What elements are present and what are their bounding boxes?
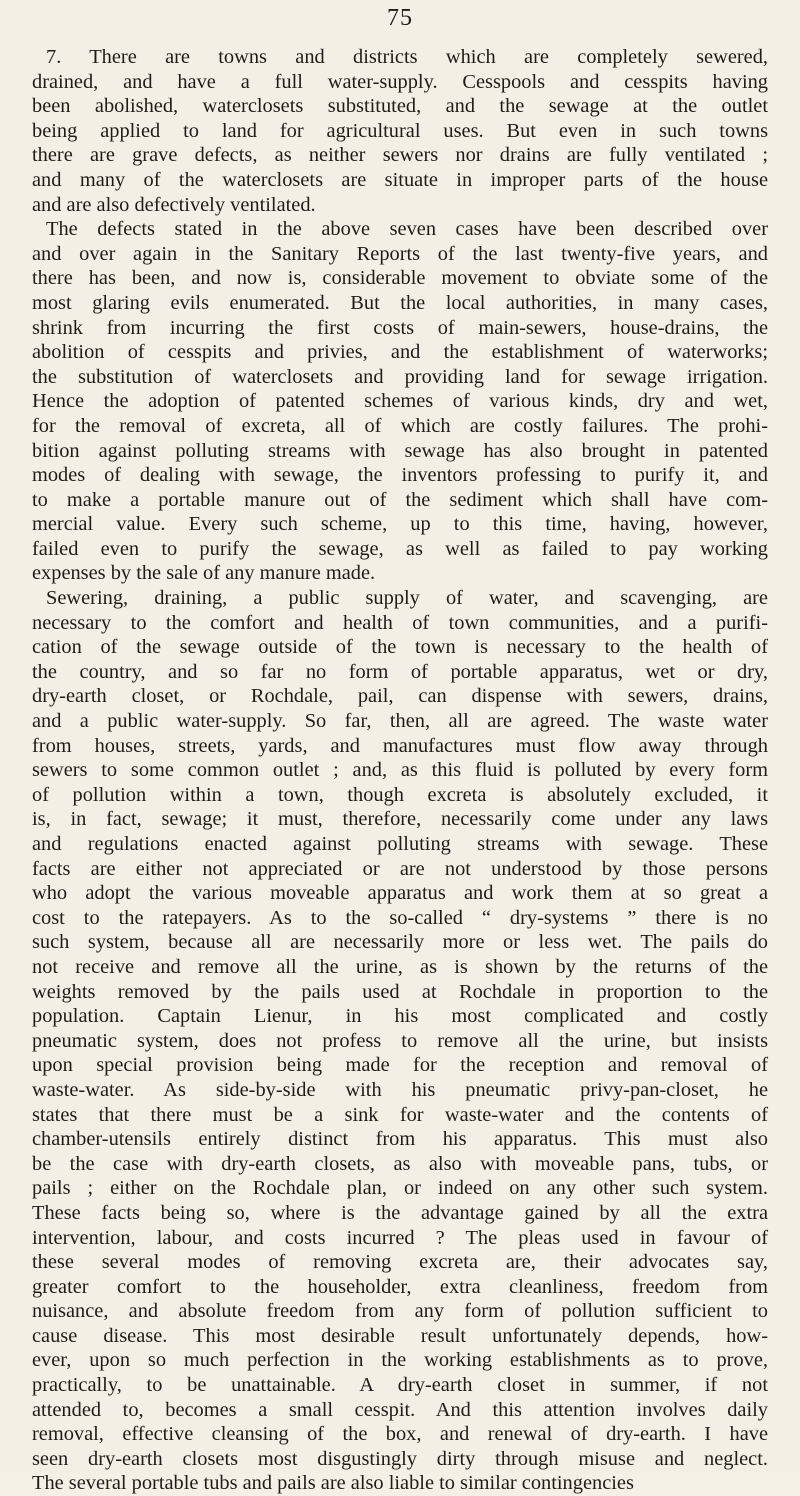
text-line: sewers to some common outlet ; and, as this fluid is polluted by every form: [32, 759, 768, 782]
text-line: The defects stated in the above seven cases have been described over: [46, 218, 768, 241]
text-line: and a public water-supply. So far, then, all are agreed. The waste water: [32, 710, 768, 733]
text-line: and over again in the Sanitary Reports of the last twenty-five years, and: [32, 242, 768, 265]
text-line: Sewering, draining, a public supply of water, and scavenging, are: [46, 587, 768, 610]
text-line: the substitution of waterclosets and providing land for sewage irrigation.: [32, 365, 768, 388]
text-line: seen dry-earth closets most disgustingly dirty through misuse and neglect.: [32, 1447, 768, 1470]
text-line: states that there must be a sink for waste-water and the contents of: [32, 1103, 768, 1126]
text-line: the country, and so far no form of portable apparatus, wet or dry,: [32, 660, 768, 683]
text-line: ever, upon so much perfection in the working establishments as to prove,: [32, 1349, 768, 1372]
text-line: and are also defectively ventilated.: [32, 193, 316, 216]
text-line: modes of dealing with sewage, the inventors professing to purify it, and: [32, 464, 768, 487]
text-line: and many of the waterclosets are situate in improper parts of the house: [32, 168, 768, 191]
text-line: such system, because all are necessarily more or less wet. The pails do: [32, 931, 768, 954]
text-line: removal, effective cleansing of the box, and renewal of dry-earth. I have: [32, 1423, 768, 1446]
text-line: population. Captain Lienur, in his most complicated and costly: [32, 1005, 768, 1028]
text-line: drained, and have a full water-supply. Cesspools and cesspits having: [32, 70, 768, 93]
text-line: attended to, becomes a small cesspit. And this attention involves daily: [32, 1398, 768, 1421]
body-text: [32, 45, 768, 1496]
text-line: These facts being so, where is the advantage gained by all the extra: [32, 1201, 768, 1224]
text-line: pails ; either on the Rochdale plan, or indeed on any other such system.: [32, 1177, 768, 1200]
text-line: to make a portable manure out of the sediment which shall have com-: [32, 488, 768, 511]
text-line: practically, to be unattainable. A dry-earth closet in summer, if not: [32, 1374, 768, 1397]
text-line: failed even to purify the sewage, as well as failed to pay working: [32, 537, 768, 560]
text-line: nuisance, and absolute freedom from any form of pollution sufficient to: [32, 1300, 768, 1323]
text-line: upon special provision being made for the reception and removal of: [32, 1054, 768, 1077]
text-line: not receive and remove all the urine, as is shown by the returns of the: [32, 955, 768, 978]
text-line: weights removed by the pails used at Rochdale in proportion to the: [32, 980, 768, 1003]
text-line: there are grave defects, as neither sewers nor drains are fully ventilated ;: [32, 144, 768, 167]
text-line: and regulations enacted against polluting streams with sewage. These: [32, 833, 768, 855]
text-line: there has been, and now is, considerable movement to obviate some of the: [32, 267, 768, 290]
text-line: be the case with dry-earth closets, as also with moveable pans, tubs, or: [32, 1152, 768, 1175]
text-line: from houses, streets, yards, and manufactures must flow away through: [32, 734, 768, 757]
text-line: abolition of cesspits and privies, and the establishment of waterworks;: [32, 341, 768, 364]
text-line: 7. There are towns and districts which are completely sewered,: [46, 46, 768, 68]
text-line: being applied to land for agricultural uses. But even in such towns: [32, 119, 768, 142]
text-line: most glaring evils enumerated. But the local authorities, in many cases,: [32, 291, 768, 314]
text-line: shrink from incurring the first costs of main-sewers, house-drains, the: [32, 316, 768, 339]
text-line: cause disease. This most desirable result unfortunately depends, how-: [32, 1324, 768, 1347]
text-line: necessary to the comfort and health of town communities, and a purifi-: [32, 611, 768, 634]
text-line: cation of the sewage outside of the town is necessary to the health of: [32, 636, 768, 659]
text-line: waste-water. As side-by-side with his pneumatic privy-pan-closet, he: [32, 1078, 768, 1101]
text-line: been abolished, waterclosets substituted, and the sewage at the outlet: [32, 95, 768, 118]
text-line: The several portable tubs and pails are also liable to similar contingencies: [32, 1472, 634, 1495]
text-line: these several modes of removing excreta are, their advocates say,: [32, 1251, 768, 1274]
text-line: Hence the adoption of patented schemes of various kinds, dry and wet,: [32, 390, 768, 413]
text-line: mercial value. Every such scheme, up to this time, having, however,: [32, 513, 768, 536]
text-line: greater comfort to the householder, extra cleanliness, freedom from: [32, 1275, 768, 1298]
text-line: is, in fact, sewage; it must, therefore, necessarily come under any laws: [32, 808, 768, 831]
text-line: cost to the ratepayers. As to the so-called “ dry-systems ” there is no: [32, 906, 768, 929]
text-line: who adopt the various moveable apparatus and work them at so great a: [32, 882, 768, 905]
page-number: 75: [387, 5, 413, 31]
text-line: chamber-utensils entirely distinct from his apparatus. This must also: [32, 1128, 768, 1151]
text-line: pneumatic system, does not profess to remove all the urine, but insists: [32, 1029, 768, 1052]
text-line: intervention, labour, and costs incurred ? The pleas used in favour of: [32, 1226, 768, 1249]
text-line: facts are either not appreciated or are not understood by those persons: [32, 857, 768, 880]
text-line: of pollution within a town, though excreta is absolutely excluded, it: [32, 783, 768, 806]
text-line: bition against polluting streams with sewage has also brought in patented: [32, 439, 768, 462]
text-line: for the removal of excreta, all of which are costly failures. The prohi-: [32, 414, 768, 437]
text-line: dry-earth closet, or Rochdale, pail, can dispense with sewers, drains,: [32, 685, 768, 708]
text-line: expenses by the sale of any manure made.: [32, 562, 376, 585]
